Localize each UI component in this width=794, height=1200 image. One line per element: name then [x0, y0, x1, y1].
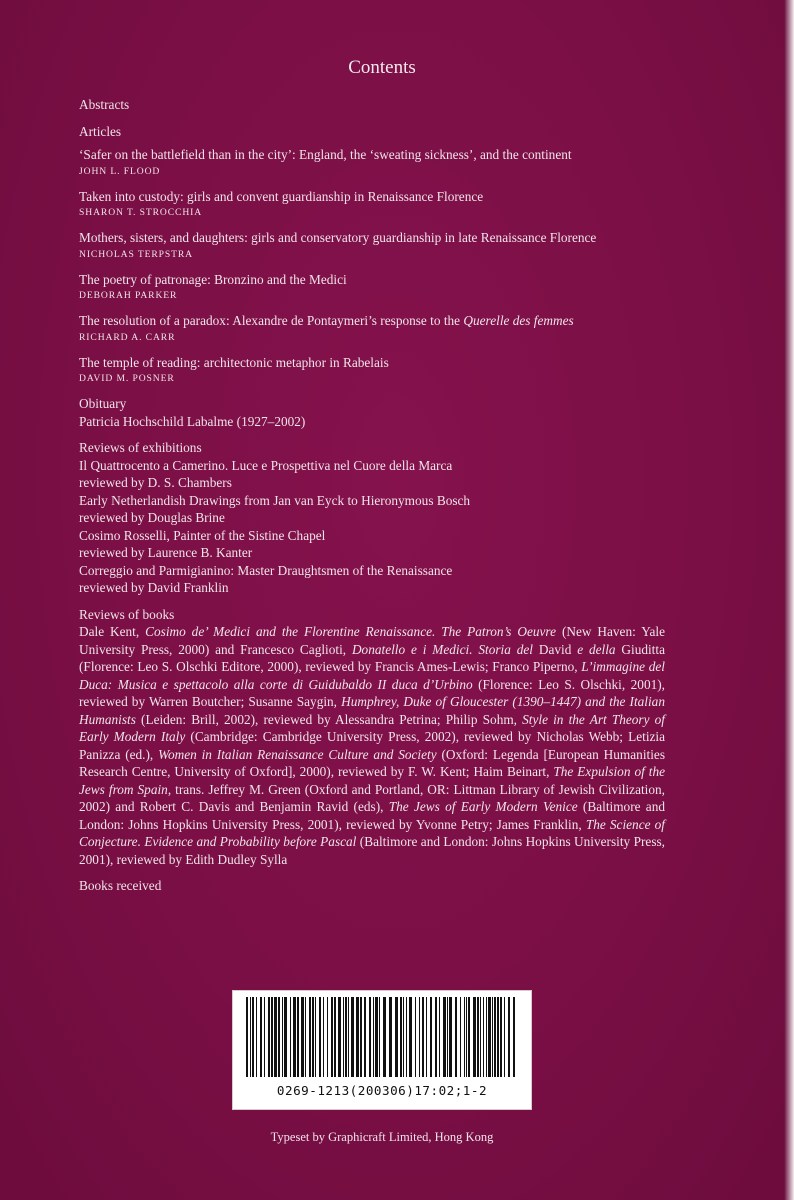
contents-list	[79, 96, 665, 895]
exhibition-line: Il Quattrocento a Camerino. Luce e Prospettiva nel Cuore della Marca	[79, 457, 453, 473]
barcode-bar	[274, 997, 277, 1077]
barcode-bar	[513, 997, 515, 1077]
article-title: Taken into custody: girls and convent guardianship in Renaissance Florence	[79, 188, 484, 204]
article-entry	[79, 354, 665, 387]
article-author: JOHN L. FLOOD	[79, 165, 161, 177]
books-received: Books received	[79, 878, 162, 893]
article-title: ‘Safer on the battlefield than in the city’: England, the ‘sweating sickness’, and the continent	[79, 147, 572, 162]
exhibition-line: Cosimo Rosselli, Painter of the Sistine Chapel	[79, 527, 326, 543]
book-text: (Cambridge: Cambridge University Press, 2002), reviewed by Nicholas Webb; Letizia Panizza (ed.),	[79, 729, 666, 762]
article-title	[79, 312, 665, 330]
exhibition-line: reviewed by Douglas Brine	[79, 510, 225, 525]
obituary-heading: Obituary	[79, 396, 127, 411]
barcode-bar	[504, 997, 505, 1077]
barcode-bar	[400, 997, 402, 1077]
articles-heading: Articles	[79, 123, 122, 139]
exhibition-line: Correggio and Parmigianino: Master Draughtsmen of the Renaissance	[79, 562, 453, 578]
exhibitions-heading: Reviews of exhibitions	[79, 440, 202, 455]
article-title-text: The resolution of a paradox: Alexandre de Pontaymeri’s response to the	[79, 313, 461, 328]
barcode-bar	[383, 997, 386, 1077]
typeset-credit: Typeset by Graphicraft Limited, Hong Kong	[270, 1130, 494, 1144]
barcode-bar	[345, 997, 347, 1077]
book-title-italic: Style in the Art Theory of Early Modern Italy	[79, 711, 665, 744]
barcode-bar	[356, 997, 359, 1077]
article-author: DEBORAH PARKER	[79, 290, 178, 301]
barcode-bar	[443, 997, 446, 1077]
barcode-bar	[406, 997, 407, 1077]
barcode-bar	[415, 997, 416, 1077]
barcode-bar	[419, 997, 420, 1077]
exhibition-line: reviewed by David Franklin	[79, 580, 229, 595]
barcode-bar	[488, 997, 491, 1077]
books-reviews-text	[79, 623, 665, 868]
barcode-bar	[466, 997, 467, 1077]
book-title-italic: The Science of Conjecture. Evidence and Probability before Pascal	[79, 816, 665, 849]
barcode-bar	[455, 997, 457, 1077]
barcode-bar	[447, 997, 448, 1077]
barcode-bar	[268, 997, 270, 1077]
article-title: The poetry of patronage: Bronzino and the Medici	[79, 271, 347, 287]
barcode-bar	[348, 997, 349, 1077]
barcode-bar	[435, 997, 437, 1077]
barcode-bar	[449, 997, 452, 1077]
article-author: DAVID M. POSNER	[79, 373, 175, 384]
barcode-bar	[483, 997, 484, 1077]
barcode-bar	[373, 997, 374, 1077]
barcode-bar	[375, 997, 378, 1077]
barcode-bar	[327, 997, 328, 1077]
exhibition-line: reviewed by Laurence B. Kanter	[79, 545, 253, 560]
book-title-italic: Humphrey, Duke of Gloucester (1390–1447) and the Italian Humanists	[79, 694, 665, 727]
book-title-italic: L’immagine del Duca: Musica e spettacolo alla corte di Guidubaldo II duca d’Urbino	[79, 659, 665, 692]
barcode-bar	[252, 997, 254, 1077]
book-text: (Oxford: Legenda [European Humanities Research Centre, University of Oxford], 2000), reviewed by F. W. Kent; Haim Beinart,	[79, 746, 665, 779]
article-author: SHARON T. STROCCHIA	[79, 207, 203, 218]
abstracts-heading: Abstracts	[79, 97, 130, 112]
book-title-italic: Cosimo de’ Medici and the Florentine Renaissance. The Patron’s Oeuvre	[145, 624, 557, 639]
barcode-bar	[477, 997, 479, 1077]
article-entry	[79, 146, 665, 179]
barcode-number: 0269-1213(200306)17:02;1-2	[276, 1083, 488, 1098]
barcode-bar	[492, 997, 493, 1077]
book-text: (Florence: Leo S. Olschki Editore, 2000), reviewed by Francis Ames-Lewis; Franco Piperno,	[79, 659, 582, 674]
barcode-bar	[343, 997, 344, 1077]
book-title-italic: Donatello e i Medici. Storia del	[351, 641, 533, 657]
barcode-bar	[395, 997, 398, 1077]
barcode-bar	[486, 997, 487, 1077]
barcode-bar	[468, 997, 470, 1077]
book-title-italic: The Expulsion of the Jews from Spain	[79, 764, 665, 797]
barcode-bar	[426, 997, 427, 1077]
books-heading: Reviews of books	[79, 606, 175, 622]
barcode-bar	[409, 997, 412, 1077]
barcode-bar	[360, 997, 362, 1077]
exhibition-line: reviewed by D. S. Chambers	[79, 475, 232, 490]
barcode-bar	[271, 997, 273, 1077]
exhibition-line: Early Netherlandish Drawings from Jan van Eyck to Hieronymous Bosch	[79, 492, 471, 508]
barcode-bar	[315, 997, 316, 1077]
barcode-bar	[284, 997, 287, 1077]
book-text: Giuditta	[615, 641, 665, 657]
barcode-bar	[290, 997, 291, 1077]
barcode-bar	[250, 997, 251, 1077]
obituary-text: Patricia Hochschild Labalme (1927–2002)	[79, 413, 306, 429]
book-text: (Baltimore and London: Johns Hopkins University Press, 2001), reviewed by Edith Dudley Sylla	[79, 834, 665, 867]
barcode-bar	[246, 997, 248, 1077]
barcode-bar	[293, 997, 296, 1077]
barcode-bars	[244, 997, 520, 1077]
barcode-bar	[379, 997, 380, 1077]
barcode-bar	[297, 997, 299, 1077]
article-entry	[79, 229, 665, 262]
barcode-bar	[369, 997, 371, 1077]
barcode-bar	[473, 997, 476, 1077]
barcode-bar	[389, 997, 392, 1077]
contents-title: Contents	[348, 57, 416, 78]
page-edge	[784, 0, 794, 1200]
barcode-bar	[497, 997, 499, 1077]
barcode-bar	[464, 997, 465, 1077]
barcode-bar	[312, 997, 314, 1077]
article-entry	[79, 271, 665, 304]
barcode-bar	[403, 997, 404, 1077]
book-text: Dale Kent,	[79, 624, 146, 639]
article-entry	[79, 188, 665, 221]
barcode-bar	[319, 997, 321, 1077]
barcode-bar	[364, 997, 366, 1077]
book-text: (Baltimore and London: Johns Hopkins University Press, 2001), reviewed by Yvonne Petry; James Franklin,	[79, 799, 666, 832]
book-title-italic: e della	[577, 641, 616, 657]
barcode-bar	[282, 997, 283, 1077]
book-title-italic: Women in Italian Renaissance Culture and Society	[158, 746, 437, 762]
barcode-bar	[331, 997, 333, 1077]
barcode-bar	[323, 997, 324, 1077]
barcode-bar	[460, 997, 461, 1077]
book-text: David	[533, 641, 578, 657]
barcode-bar	[260, 997, 262, 1077]
article-author: NICHOLAS TERPSTRA	[79, 248, 194, 260]
barcode-bar	[305, 997, 306, 1077]
barcode	[232, 990, 532, 1110]
barcode-bar	[264, 997, 265, 1077]
barcode-bar	[494, 997, 496, 1077]
book-text: (Leiden: Brill, 2002), reviewed by Alessandra Petrina; Philip Sohm,	[135, 711, 523, 727]
article-entry	[79, 312, 665, 345]
book-text: (Florence: Leo S. Olschki, 2001), reviewed by Warren Boutcher; Susanne Saygin,	[79, 676, 665, 709]
barcode-bar	[351, 997, 354, 1077]
article-title: Mothers, sisters, and daughters: girls and conservatory guardianship in late Renaissance Florence	[79, 230, 597, 245]
barcode-bar	[309, 997, 311, 1077]
barcode-bar	[334, 997, 336, 1077]
barcode-bar	[430, 997, 432, 1077]
book-text: (New Haven: Yale University Press, 2000) and Francesco Caglioti,	[79, 624, 665, 657]
barcode-bar	[278, 997, 280, 1077]
book-text: , trans. Jeffrey M. Green (Oxford and Portland, OR: Littman Library of Jewish Civilization, 2002) and Robert C. Davis and Benjamin Ravid (eds),	[79, 781, 665, 814]
barcode-bar	[439, 997, 440, 1077]
book-title-italic: The Jews of Early Modern Venice	[388, 799, 578, 814]
barcode-bar	[508, 997, 510, 1077]
barcode-bar	[480, 997, 481, 1077]
barcode-bar	[422, 997, 424, 1077]
barcode-bar	[256, 997, 257, 1077]
barcode-bar	[500, 997, 502, 1077]
barcode-bar	[301, 997, 304, 1077]
article-title-italic: Querelle des femmes	[463, 313, 574, 328]
article-title: The temple of reading: architectonic metaphor in Rabelais	[79, 354, 389, 370]
article-author: RICHARD A. CARR	[79, 331, 176, 343]
barcode-bar	[338, 997, 341, 1077]
